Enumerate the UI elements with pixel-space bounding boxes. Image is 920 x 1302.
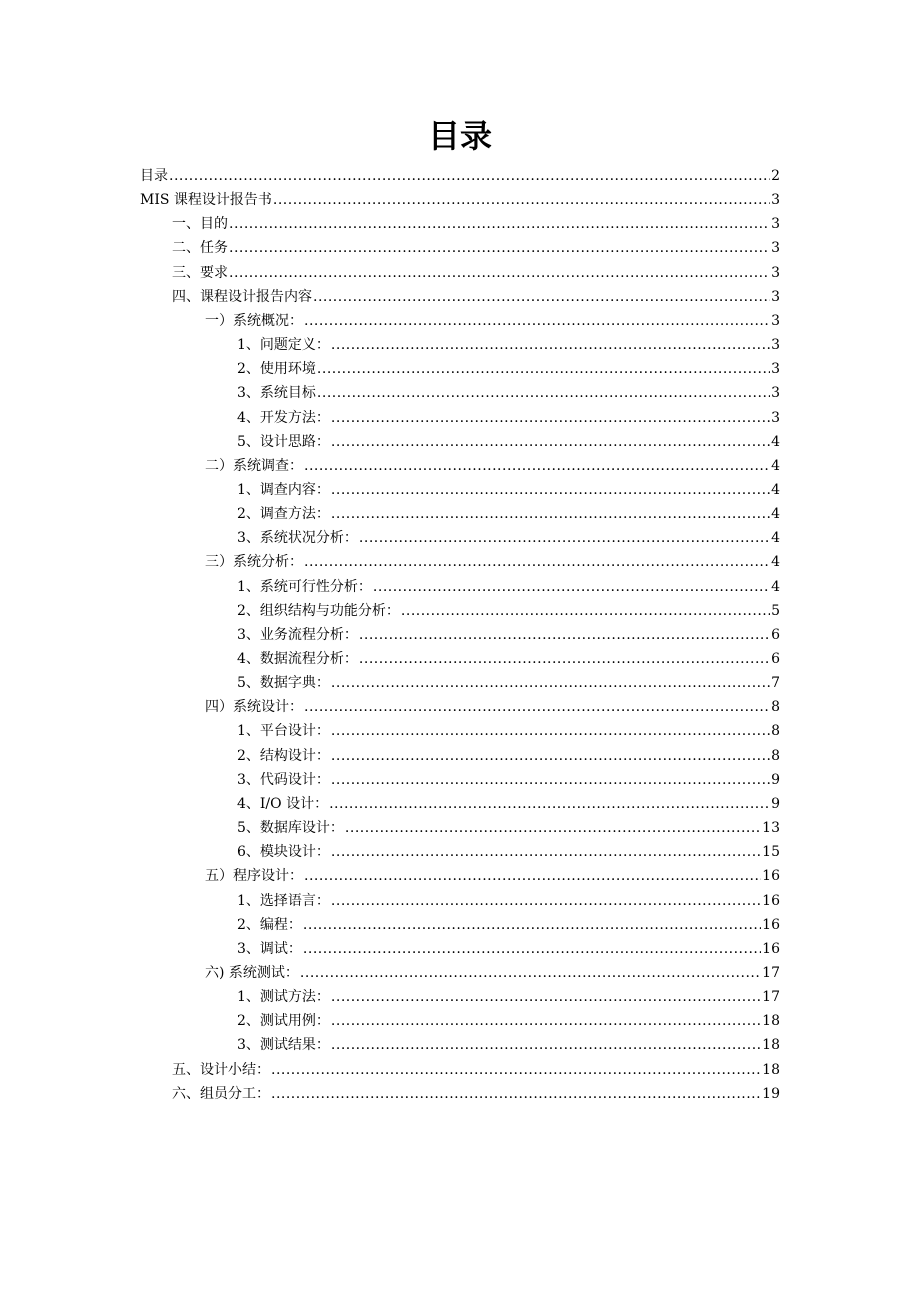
- toc-entry-title: 1、系统可行性分析：: [237, 578, 372, 595]
- toc-dot-leader: [345, 816, 761, 840]
- toc-entry[interactable]: [140, 188, 780, 212]
- toc-entry-page: 4: [771, 481, 780, 498]
- toc-dot-leader: [331, 333, 770, 357]
- toc-entry-title: 5、数据库设计：: [237, 820, 344, 837]
- toc-entry-page: 18: [762, 1061, 780, 1078]
- toc-dot-leader: [359, 623, 770, 647]
- toc-dot-leader: [331, 430, 770, 454]
- toc-dot-leader: [331, 406, 770, 430]
- toc-dot-leader: [331, 1033, 761, 1057]
- toc-entry-page: 3: [771, 361, 780, 378]
- toc-dot-leader: [331, 744, 770, 768]
- toc-entry[interactable]: [237, 333, 780, 357]
- toc-dot-leader: [331, 671, 770, 695]
- toc-entry-page: 16: [762, 868, 780, 885]
- toc-dot-leader: [317, 357, 770, 381]
- toc-entry-title: 5、数据字典：: [237, 675, 330, 692]
- toc-entry[interactable]: [205, 309, 780, 333]
- toc-entry[interactable]: [237, 430, 780, 454]
- toc-entry-title: 2、组织结构与功能分析：: [237, 602, 400, 619]
- toc-entry[interactable]: [237, 768, 780, 792]
- toc-entry-page: 9: [771, 795, 780, 812]
- toc-entry-title: 5、设计思路：: [237, 433, 330, 450]
- toc-entry-page: 4: [771, 578, 780, 595]
- toc-entry-page: 8: [771, 723, 780, 740]
- toc-entry[interactable]: [237, 792, 780, 816]
- toc-dot-leader: [331, 768, 770, 792]
- page-title: 目录: [427, 117, 492, 155]
- toc-entry-title: 1、调查内容：: [237, 481, 330, 498]
- toc-entry[interactable]: [237, 526, 780, 550]
- toc-entry-title: 三、要求: [172, 264, 228, 281]
- toc-dot-leader: [271, 1082, 761, 1106]
- toc-dot-leader: [373, 575, 770, 599]
- toc-dot-leader: [304, 864, 761, 888]
- toc-dot-leader: [359, 526, 770, 550]
- toc-entry[interactable]: [205, 550, 780, 574]
- toc-entry[interactable]: [237, 889, 780, 913]
- toc-entry-title: 五）程序设计：: [205, 868, 303, 885]
- toc-entry-title: 2、编程：: [237, 916, 302, 933]
- toc-entry[interactable]: [140, 164, 780, 188]
- toc-entry-page: 5: [771, 602, 780, 619]
- toc-dot-leader: [331, 478, 770, 502]
- toc-dot-leader: [304, 454, 770, 478]
- toc-entry[interactable]: [237, 623, 780, 647]
- toc-entry-title: 1、平台设计：: [237, 723, 330, 740]
- toc-entry[interactable]: [205, 864, 780, 888]
- toc-entry-page: 3: [771, 409, 780, 426]
- toc-entry-page: 3: [771, 385, 780, 402]
- toc-dot-leader: [331, 502, 770, 526]
- toc-entry-title: 三）系统分析：: [205, 554, 303, 571]
- toc-entry[interactable]: [205, 454, 780, 478]
- toc-entry-page: 19: [762, 1085, 780, 1102]
- toc-dot-leader: [329, 792, 770, 816]
- toc-entry[interactable]: [172, 1058, 780, 1082]
- toc-entry[interactable]: [237, 357, 780, 381]
- toc-entry[interactable]: [237, 937, 780, 961]
- toc-entry-page: 6: [771, 651, 780, 667]
- toc-entry-title: 目录: [140, 168, 168, 184]
- toc-entry-title: 2、结构设计：: [237, 747, 330, 764]
- toc-entry-page: 16: [762, 916, 780, 933]
- toc-entry[interactable]: [237, 647, 780, 671]
- toc-entry-page: 16: [762, 892, 780, 909]
- toc-entry[interactable]: [237, 575, 780, 599]
- toc-entry[interactable]: [237, 671, 780, 695]
- toc-entry-title: 4、开发方法：: [237, 409, 330, 426]
- toc-entry-title: 四）系统设计：: [205, 699, 303, 716]
- toc-entry[interactable]: [237, 381, 780, 405]
- toc-entry-page: 2: [771, 168, 780, 184]
- toc-entry-page: 3: [771, 216, 780, 233]
- toc-entry-title: 6、模块设计：: [237, 844, 330, 861]
- toc-dot-leader: [303, 937, 761, 961]
- toc-entry-page: 7: [771, 675, 780, 692]
- toc-dot-leader: [313, 285, 770, 309]
- toc-entry-page: 3: [771, 288, 780, 305]
- toc-entry-page: 18: [762, 1013, 780, 1030]
- toc-entry-page: 9: [771, 771, 780, 788]
- toc-dot-leader: [229, 236, 770, 260]
- toc-entry[interactable]: [172, 236, 780, 260]
- toc-entry-title: 2、使用环境: [237, 361, 316, 378]
- toc-entry-page: 4: [771, 433, 780, 450]
- toc-entry-page: 4: [771, 554, 780, 571]
- toc-entry[interactable]: [237, 1033, 780, 1057]
- toc-dot-leader: [304, 309, 770, 333]
- toc-entry[interactable]: [237, 985, 780, 1009]
- toc-entry-title: 3、系统状况分析：: [237, 530, 358, 547]
- toc-entry-page: 3: [771, 192, 780, 209]
- toc-entry-page: 3: [771, 337, 780, 354]
- toc-entry-page: 17: [762, 989, 780, 1006]
- toc-entry-page: 16: [762, 940, 780, 957]
- toc-dot-leader: [300, 961, 761, 985]
- toc-dot-leader: [229, 261, 770, 285]
- toc-entry-page: 3: [771, 312, 780, 329]
- toc-entry-title: 3、业务流程分析：: [237, 626, 358, 643]
- toc-entry[interactable]: [172, 285, 780, 309]
- toc-entry-title: 1、选择语言：: [237, 892, 330, 909]
- toc-entry[interactable]: [237, 502, 780, 526]
- toc-entry-page: 15: [762, 844, 780, 861]
- toc-entry-page: 4: [771, 457, 780, 474]
- toc-entry-title: 六、组员分工：: [172, 1085, 270, 1102]
- toc-entry-page: 18: [762, 1037, 780, 1054]
- toc-entry[interactable]: [172, 212, 780, 236]
- toc-entry[interactable]: [237, 406, 780, 430]
- toc-entry-title: 四、课程设计报告内容: [172, 288, 312, 305]
- toc-entry-title: 4、数据流程分析：: [237, 651, 358, 667]
- toc-dot-leader: [331, 889, 761, 913]
- toc-dot-leader: [304, 550, 770, 574]
- toc-dot-leader: [229, 212, 770, 236]
- toc-dot-leader: [331, 1009, 761, 1033]
- toc-dot-leader: [331, 840, 761, 864]
- toc-entry-page: 8: [771, 747, 780, 764]
- toc-entry-page: 4: [771, 506, 780, 523]
- toc-dot-leader: [303, 913, 761, 937]
- toc-entry-title: 六) 系统测试：: [205, 964, 299, 981]
- toc-entry[interactable]: [237, 840, 780, 864]
- toc-entry-title: 一、目的: [172, 216, 228, 233]
- toc-entry-title: 3、调试：: [237, 940, 302, 957]
- toc-entry[interactable]: [205, 961, 780, 985]
- toc-dot-leader: [169, 164, 770, 188]
- toc-entry-page: 17: [762, 964, 780, 981]
- toc-entry-title: 3、代码设计：: [237, 771, 330, 788]
- toc-entry[interactable]: [237, 1009, 780, 1033]
- toc-entry[interactable]: [237, 744, 780, 768]
- toc-entry[interactable]: [237, 816, 780, 840]
- toc-dot-leader: [273, 188, 770, 212]
- toc-entry-title: 2、调查方法：: [237, 506, 330, 523]
- toc-entry-title: 3、系统目标: [237, 385, 316, 402]
- toc-entry-title: MIS 课程设计报告书: [140, 192, 272, 209]
- toc-entry-title: 1、测试方法：: [237, 989, 330, 1006]
- toc-entry[interactable]: [237, 478, 780, 502]
- toc-dot-leader: [271, 1058, 761, 1082]
- toc-entry-title: 4、I/O 设计：: [237, 795, 329, 812]
- toc-entry[interactable]: [172, 1082, 780, 1106]
- toc-entry-title: 一）系统概况：: [205, 312, 303, 329]
- toc-entry[interactable]: [205, 695, 780, 719]
- toc-dot-leader: [304, 695, 770, 719]
- toc-entry-title: 1、问题定义：: [237, 337, 330, 354]
- toc-entry-page: 3: [771, 240, 780, 257]
- toc-entry[interactable]: [172, 261, 780, 285]
- toc-entry-page: 3: [771, 264, 780, 281]
- toc-entry-title: 二、任务: [172, 240, 228, 257]
- toc-entry[interactable]: [237, 599, 780, 623]
- toc-entry-title: 2、测试用例：: [237, 1013, 330, 1030]
- toc-dot-leader: [359, 647, 770, 671]
- toc-dot-leader: [331, 719, 770, 743]
- toc-entry-page: 8: [771, 699, 780, 716]
- toc-entry-page: 6: [771, 626, 780, 643]
- toc-dot-leader: [331, 985, 761, 1009]
- toc-dot-leader: [401, 599, 770, 623]
- toc-entry[interactable]: [237, 913, 780, 937]
- toc-dot-leader: [317, 381, 770, 405]
- toc-entry-title: 五、设计小结：: [172, 1061, 270, 1078]
- toc-entry-title: 3、测试结果：: [237, 1037, 330, 1054]
- toc-entry-page: 13: [762, 820, 780, 837]
- toc-entry[interactable]: [237, 719, 780, 743]
- toc-entry-title: 二）系统调查：: [205, 457, 303, 474]
- toc-entry-page: 4: [771, 530, 780, 547]
